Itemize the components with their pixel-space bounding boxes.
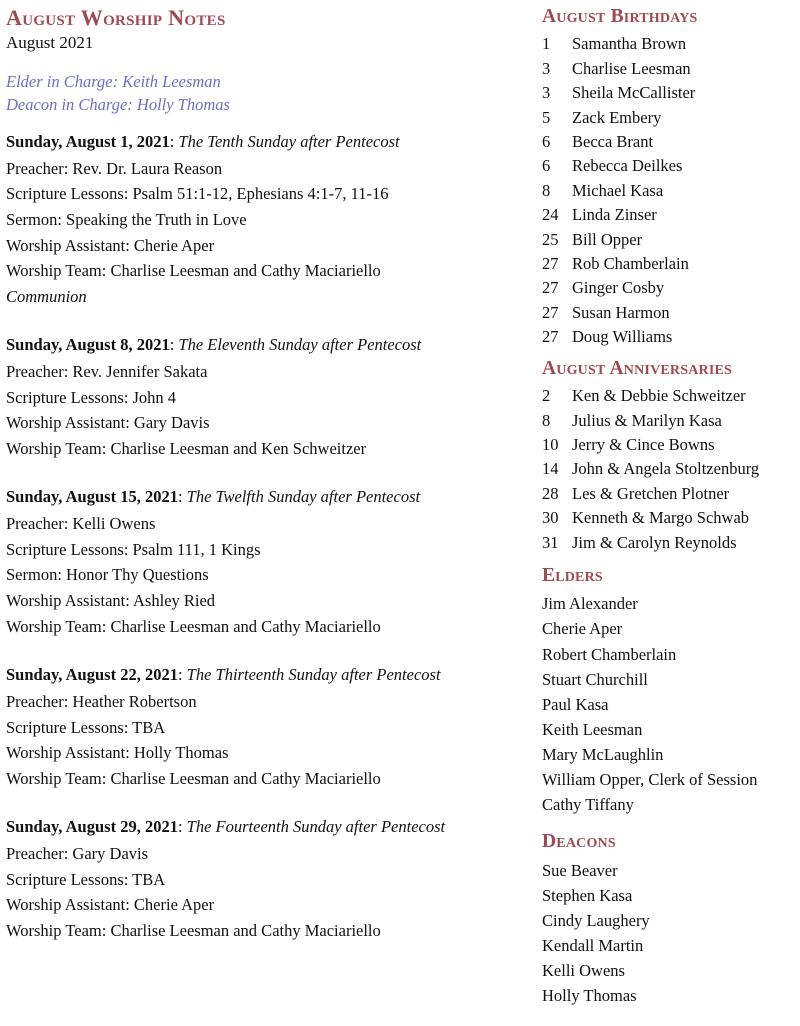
service-entry: [6, 663, 538, 791]
service-scripture: Scripture Lessons: TBA: [6, 717, 166, 737]
list-item: [542, 531, 796, 555]
deacons-group: [542, 831, 796, 1008]
list-item: [542, 154, 796, 178]
service-sunday-name: The Twelfth Sunday after Pentecost: [186, 487, 421, 507]
anniversary-day: 31: [542, 532, 559, 552]
service-worship-team: Worship Team: Charlise Leesman and Ken Schweitzer: [6, 438, 367, 458]
service-heading: [6, 333, 538, 357]
birthday-day: 27: [542, 254, 559, 274]
anniversary-day: 8: [542, 410, 551, 430]
anniversary-name: Les & Gretchen Plotner: [572, 483, 730, 503]
service-sermon: Sermon: Honor Thy Questions: [6, 565, 209, 585]
service-separator: :: [169, 131, 179, 151]
list-item: Stephen Kasa: [542, 885, 633, 905]
birthday-name: Sheila McCallister: [572, 83, 696, 103]
list-item: Holly Thomas: [542, 985, 637, 1005]
birthday-name: Linda Zinser: [572, 205, 657, 225]
list-item: [542, 301, 796, 325]
list-item: Mary McLaughlin: [542, 744, 664, 764]
list-item: Kendall Martin: [542, 935, 644, 955]
service-date: Sunday, August 8, 2021: [6, 335, 170, 355]
service-entry: [6, 130, 538, 309]
list-item: Jim Alexander: [542, 594, 638, 614]
service-worship-assistant: Worship Assistant: Cherie Aper: [6, 235, 215, 255]
sidebar-column: [538, 6, 796, 1026]
service-sermon: Sermon: Speaking the Truth in Love: [6, 210, 247, 230]
birthday-name: Susan Harmon: [572, 302, 670, 322]
birthdays-list: [542, 32, 796, 349]
service-sunday-name: The Tenth Sunday after Pentecost: [178, 131, 400, 151]
service-sunday-name: The Thirteenth Sunday after Pentecost: [186, 665, 441, 685]
birthday-day: 1: [542, 34, 551, 54]
list-item: William Opper, Clerk of Session: [542, 769, 758, 789]
service-scripture: Scripture Lessons: Psalm 111, 1 Kings: [6, 539, 261, 559]
service-separator: :: [177, 487, 187, 507]
anniversary-name: Ken & Debbie Schweitzer: [572, 386, 746, 406]
service-date: Sunday, August 15, 2021: [6, 487, 178, 507]
service-heading: [6, 663, 538, 687]
service-preacher: Preacher: Gary Davis: [6, 844, 149, 864]
birthday-day: 25: [542, 229, 559, 249]
service-worship-team: Worship Team: Charlise Leesman and Cathy Maciariello: [6, 616, 381, 636]
list-item: Cathy Tiffany: [542, 795, 634, 815]
birthday-day: 27: [542, 302, 559, 322]
service-worship-team: Worship Team: Charlise Leesman and Cathy Maciariello: [6, 920, 381, 940]
list-item: [542, 409, 796, 433]
anniversaries-group: [542, 358, 796, 555]
list-item: Paul Kasa: [542, 694, 609, 714]
birthday-name: Rebecca Deilkes: [572, 156, 683, 176]
anniversaries-list: [542, 384, 796, 555]
birthday-name: Zack Embery: [572, 107, 662, 127]
birthday-day: 24: [542, 205, 559, 225]
service-entry: [6, 815, 538, 943]
list-item: [542, 203, 796, 227]
deacons-list: [542, 858, 796, 1008]
page-subtitle: August 2021: [6, 33, 94, 53]
service-heading: [6, 815, 538, 839]
list-item: [542, 81, 796, 105]
birthday-day: 27: [542, 327, 559, 347]
birthdays-group: [542, 6, 796, 350]
service-sunday-name: The Eleventh Sunday after Pentecost: [178, 335, 422, 355]
list-item: Cindy Laughery: [542, 910, 650, 930]
list-item: [542, 228, 796, 252]
list-item: [542, 252, 796, 276]
service-worship-assistant: Worship Assistant: Ashley Ried: [6, 591, 216, 611]
birthday-name: Ginger Cosby: [572, 278, 665, 298]
anniversary-name: Jerry & Cince Bowns: [572, 434, 715, 454]
birthday-day: 3: [542, 83, 551, 103]
list-item: Keith Leesman: [542, 719, 643, 739]
birthday-day: 3: [542, 58, 551, 78]
birthday-day: 8: [542, 180, 551, 200]
service-sunday-name: The Fourteenth Sunday after Pentecost: [186, 817, 446, 837]
list-item: Sue Beaver: [542, 860, 618, 880]
deacons-heading: Deacons: [542, 831, 616, 853]
service-preacher: Preacher: Heather Robertson: [6, 692, 197, 712]
service-scripture: Scripture Lessons: TBA: [6, 869, 166, 889]
list-item: Kelli Owens: [542, 960, 625, 980]
service-scripture: Scripture Lessons: John 4: [6, 387, 177, 407]
service-heading: [6, 485, 538, 509]
birthday-name: Doug Williams: [572, 327, 673, 347]
anniversary-day: 14: [542, 459, 559, 479]
list-item: [542, 276, 796, 300]
list-item: Stuart Churchill: [542, 669, 648, 689]
service-worship-team: Worship Team: Charlise Leesman and Cathy Maciariello: [6, 261, 381, 281]
anniversary-day: 2: [542, 386, 551, 406]
birthday-name: Michael Kasa: [572, 180, 664, 200]
anniversary-day: 10: [542, 434, 559, 454]
list-item: [542, 32, 796, 56]
birthday-day: 6: [542, 156, 551, 176]
service-worship-assistant: Worship Assistant: Cherie Aper: [6, 895, 215, 915]
anniversaries-heading: August Anniversaries: [542, 357, 733, 379]
main-column: [4, 6, 538, 1026]
service-preacher: Preacher: Kelli Owens: [6, 514, 156, 534]
list-item: [542, 106, 796, 130]
anniversary-day: 30: [542, 508, 559, 528]
service-scripture: Scripture Lessons: Psalm 51:1-12, Ephesians 4:1-7, 11-16: [6, 184, 389, 204]
service-separator: :: [169, 335, 179, 355]
service-heading: [6, 130, 538, 154]
anniversary-name: Jim & Carolyn Reynolds: [572, 532, 737, 552]
anniversary-name: Julius & Marilyn Kasa: [572, 410, 722, 430]
service-date: Sunday, August 1, 2021: [6, 131, 170, 151]
list-item: [542, 482, 796, 506]
service-separator: :: [177, 665, 187, 685]
leaders-block: [6, 71, 538, 116]
birthday-name: Bill Opper: [572, 229, 643, 249]
service-worship-team: Worship Team: Charlise Leesman and Cathy Maciariello: [6, 768, 381, 788]
elder-in-charge: Elder in Charge: Keith Leesman: [6, 72, 221, 92]
list-item: Robert Chamberlain: [542, 644, 677, 664]
service-worship-assistant: Worship Assistant: Holly Thomas: [6, 743, 229, 763]
birthday-day: 6: [542, 132, 551, 152]
birthday-name: Becca Brant: [572, 132, 654, 152]
list-item: [542, 130, 796, 154]
birthday-name: Samantha Brown: [572, 34, 687, 54]
list-item: [542, 384, 796, 408]
elders-list: [542, 591, 796, 817]
service-preacher: Preacher: Rev. Jennifer Sakata: [6, 362, 208, 382]
elders-group: [542, 565, 796, 817]
list-item: [542, 57, 796, 81]
birthday-name: Rob Chamberlain: [572, 254, 689, 274]
birthdays-heading: August Birthdays: [542, 6, 698, 27]
service-date: Sunday, August 29, 2021: [6, 817, 178, 837]
list-item: [542, 179, 796, 203]
list-item: Cherie Aper: [542, 619, 623, 639]
anniversary-name: John & Angela Stoltzenburg: [572, 459, 760, 479]
service-preacher: Preacher: Rev. Dr. Laura Reason: [6, 158, 223, 178]
list-item: [542, 457, 796, 481]
deacon-in-charge: Deacon in Charge: Holly Thomas: [6, 94, 230, 114]
birthday-day: 27: [542, 278, 559, 298]
elders-heading: Elders: [542, 564, 603, 586]
service-worship-assistant: Worship Assistant: Gary Davis: [6, 413, 210, 433]
anniversary-name: Kenneth & Margo Schwab: [572, 508, 750, 528]
birthday-day: 5: [542, 107, 551, 127]
list-item: [542, 433, 796, 457]
service-note: Communion: [6, 286, 87, 306]
service-entry: [6, 333, 538, 461]
service-entry: [6, 485, 538, 639]
birthday-name: Charlise Leesman: [572, 58, 691, 78]
list-item: [542, 506, 796, 530]
service-date: Sunday, August 22, 2021: [6, 665, 178, 685]
list-item: [542, 325, 796, 349]
anniversary-day: 28: [542, 483, 559, 503]
page-title: August Worship Notes: [6, 5, 226, 30]
service-separator: :: [177, 817, 187, 837]
